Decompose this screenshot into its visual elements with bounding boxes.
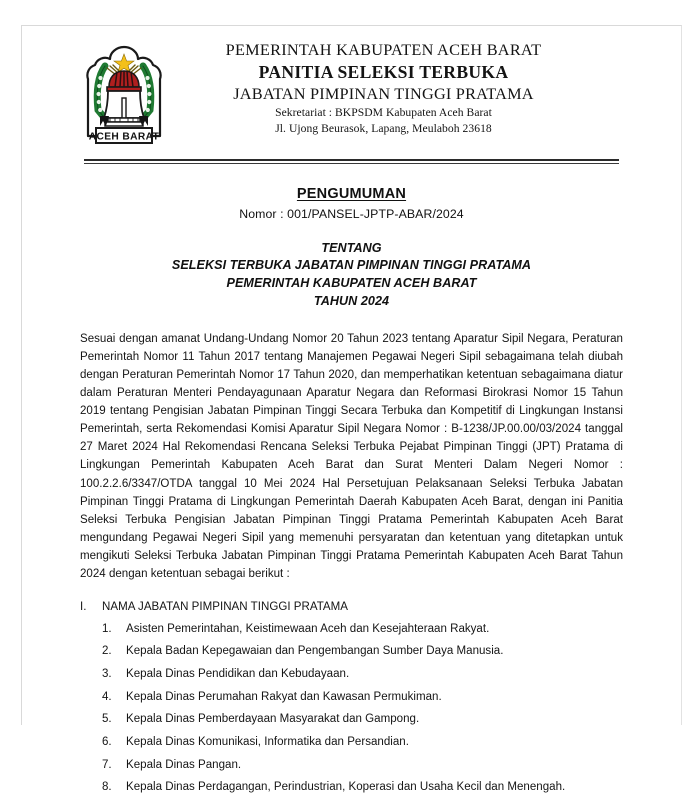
letterhead-secretariat: Sekretariat : BKPSDM Kabupaten Aceh Barat bbox=[275, 105, 492, 119]
list-item bbox=[102, 663, 623, 686]
list-item bbox=[102, 754, 623, 777]
list-item-label: Kepala Dinas Perumahan Rakyat dan Kawasan Permukiman. bbox=[126, 690, 442, 703]
letterhead-line-1: PEMERINTAH KABUPATEN ACEH BARAT bbox=[225, 40, 542, 59]
list-item bbox=[102, 686, 623, 709]
list-item-label: Kepala Dinas Pendidikan dan Kebudayaan. bbox=[126, 668, 350, 681]
svg-text:ACEH BARAT: ACEH BARAT bbox=[88, 131, 160, 143]
body-paragraph: Sesuai dengan amanat Undang-Undang Nomor 20 Tahun 2023 tentang Aparatur Sipil Negara, Peraturan Pemerintah Nomor 11 Tahun 2017 tentang Manajemen Pegawai Negeri Sipil sebagaimana telah diubah dengan Peraturan Pemerintah Nomor 17 Tahun 2020, dan memperhatikan ketentuan sebagaimana diatur dalam Peraturan Menteri Pendayagunaan Aparatur Negara dan Reformasi Birokrasi Nomor 15 Tahun 2019 tentang Pengisian Jabatan Pimpinan Tinggi Secara Terbuka dan Kompetitif di Lingkungan Instansi Pemerintah, serta Rekomendasi Komisi Aparatur Sipil Negara Nomor : B-1238/JP.00.00/03/2024 tanggal 27 Maret 2024 Hal Rekomendasi Rencana Seleksi Terbuka Pejabat Pimpinan Tinggi (JPT) Pratama di Lingkungan Pemerintah Kabupaten Aceh Barat dan Surat Menteri Dalam Negeri Nomor : 100.2.2.6/3347/OTDA tanggal 10 Mei 2024 Hal Persetujuan Pelaksanaan Seleksi Terbuka Jabatan Pimpinan Tinggi Pratama di Lingkungan Pemerintah Daerah Kabupaten Aceh Barat, dengan ini Panitia Seleksi Terbuka Pengisian Jabatan Pimpinan Tinggi Pratama Pemerintah Kabupaten Aceh Barat mengundang Pegawai Negeri Sipil yang memenuhi persyaratan dan ketentuan yang ditetapkan untuk mengikuti Seleksi Terbuka Jabatan Pimpinan Tinggi Pratama Pemerintah Kabupaten Aceh Barat Tahun 2024 dengan ketentuan sebagai berikut : bbox=[80, 333, 623, 580]
subject-block bbox=[22, 240, 681, 312]
letterhead bbox=[22, 26, 681, 154]
list-item-number: 3. bbox=[102, 668, 112, 681]
letterhead-line-2: PANITIA SELEKSI TERBUKA bbox=[258, 61, 509, 82]
letterhead-divider bbox=[84, 159, 619, 164]
subject-label: TENTANG bbox=[321, 240, 382, 255]
list-item-number: 8. bbox=[102, 781, 112, 794]
list-item bbox=[102, 708, 623, 731]
list-item-number: 4. bbox=[102, 690, 112, 703]
page-title: PENGUMUMAN bbox=[296, 185, 407, 202]
list-item-label: Asisten Pemerintahan, Keistimewaan Aceh dan Kesejahteraan Rakyat. bbox=[126, 622, 490, 635]
aceh-barat-emblem-icon bbox=[76, 44, 172, 152]
list-item-label: Kepala Dinas Pemberdayaan Masyarakat dan Gampong. bbox=[126, 713, 420, 726]
section-heading: NAMA JABATAN PIMPINAN TINGGI PRATAMA bbox=[102, 600, 349, 613]
document-number: Nomor : 001/PANSEL-JPTP-ABAR/2024 bbox=[239, 206, 464, 221]
list-item-label: Kepala Dinas Perdagangan, Perindustrian, Koperasi dan Usaha Kecil dan Menengah. bbox=[126, 781, 566, 794]
announcement-title-block bbox=[22, 186, 681, 221]
subject-line-1: SELEKSI TERBUKA JABATAN PIMPINAN TINGGI PRATAMA bbox=[171, 258, 532, 273]
list-item bbox=[102, 640, 623, 663]
list-item-number: 6. bbox=[102, 735, 112, 748]
section-position-names bbox=[80, 599, 623, 799]
list-item-label: Kepala Dinas Komunikasi, Informatika dan Persandian. bbox=[126, 735, 409, 748]
document-page bbox=[21, 25, 682, 794]
list-item-label: Kepala Badan Kepegawaian dan Pengembangan Sumber Daya Manusia. bbox=[126, 645, 504, 658]
list-item bbox=[102, 776, 623, 799]
divider-rule-thin bbox=[84, 163, 619, 164]
section-heading-row bbox=[80, 599, 623, 617]
list-item-number: 2. bbox=[102, 645, 112, 658]
letterhead-address: Jl. Ujong Beurasok, Lapang, Meulaboh 23618 bbox=[275, 122, 492, 135]
list-item-number: 7. bbox=[102, 758, 112, 771]
list-item bbox=[102, 618, 623, 641]
position-list bbox=[80, 618, 623, 799]
section-marker: I. bbox=[80, 600, 87, 613]
list-item-number: 1. bbox=[102, 622, 112, 635]
list-item-number: 5. bbox=[102, 713, 112, 726]
letterhead-line-3: JABATAN PIMPINAN TINGGI PRATAMA bbox=[233, 84, 534, 104]
list-item bbox=[102, 731, 623, 754]
list-item-label: Kepala Dinas Pangan. bbox=[126, 758, 242, 771]
subject-line-2: PEMERINTAH KABUPATEN ACEH BARAT bbox=[226, 276, 477, 291]
subject-line-3: TAHUN 2024 bbox=[313, 294, 390, 309]
